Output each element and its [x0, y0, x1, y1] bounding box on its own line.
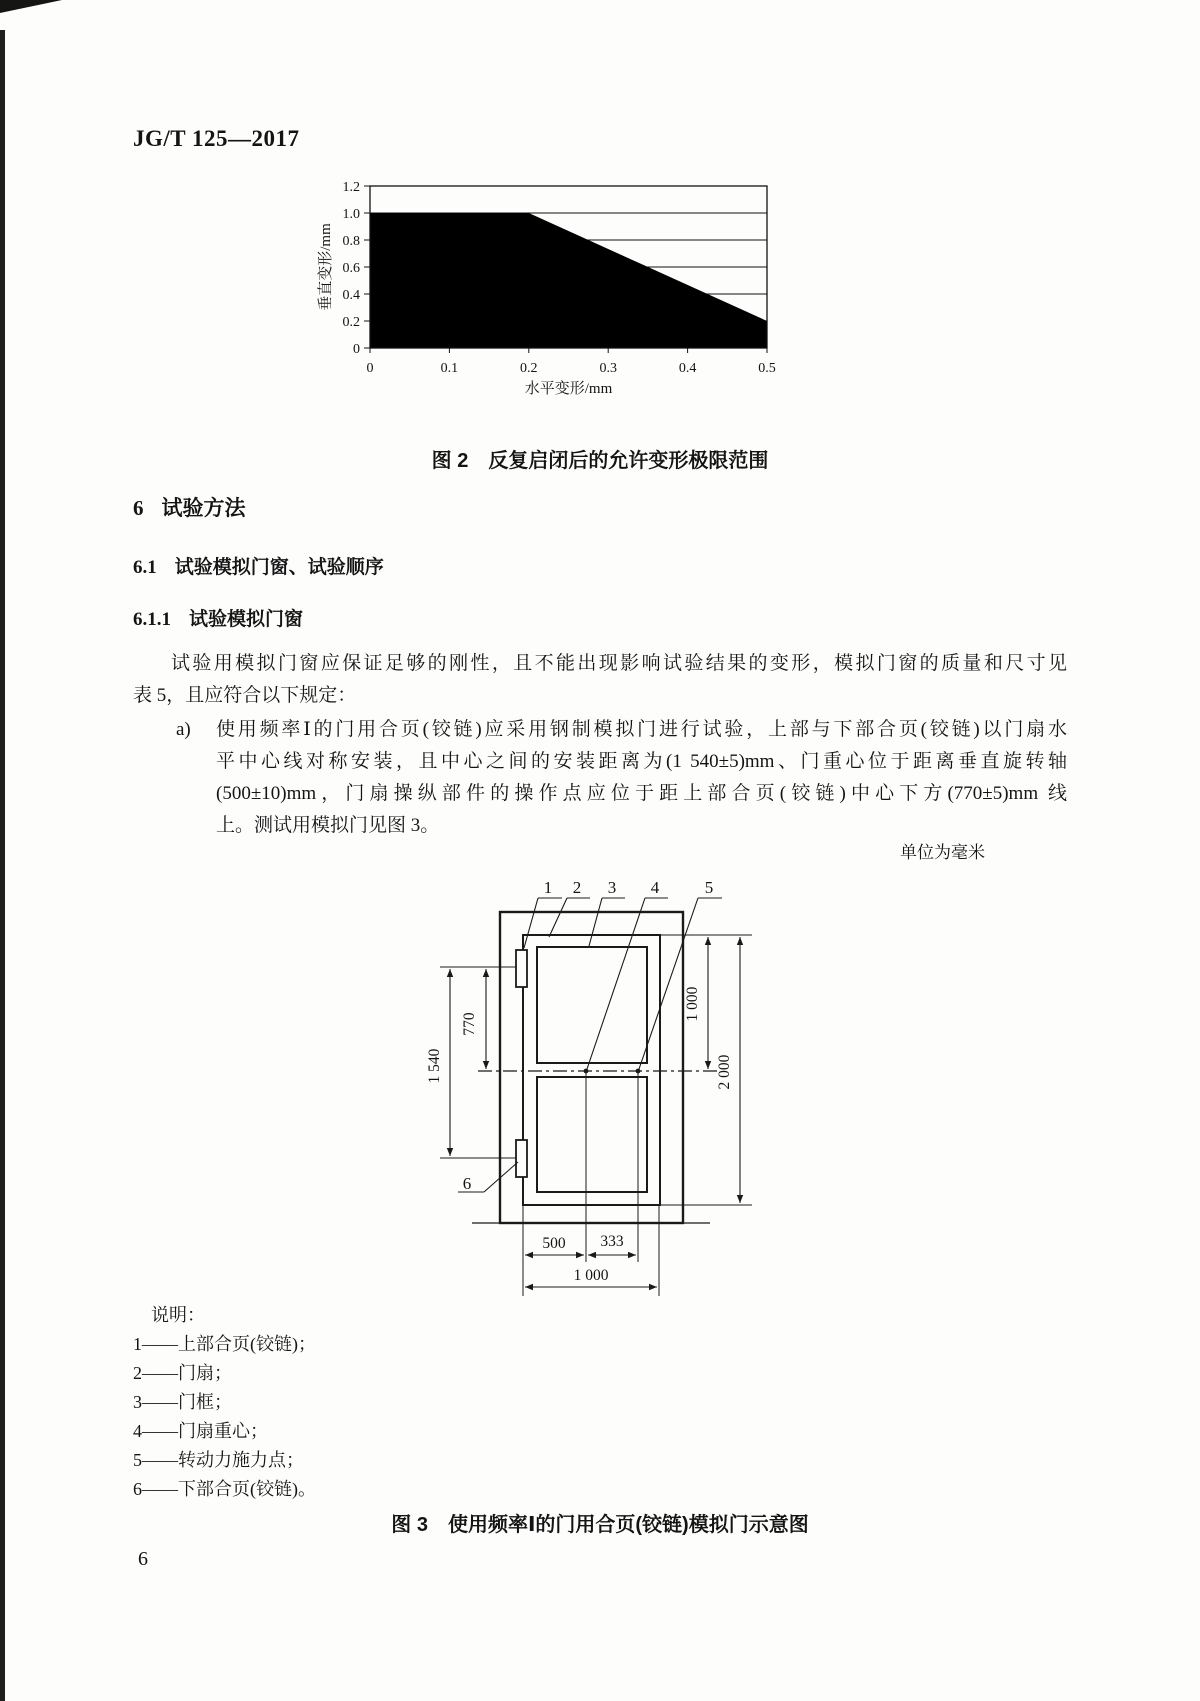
item-a-line: (500±10)mm，门扇操纵部件的操作点应位于距上部合页(铰链)中心下方(770±5)mm 线 [216, 783, 1067, 804]
callout-6: 6 [462, 1174, 472, 1193]
callout-3: 3 [607, 878, 617, 897]
x-tick-label: 0.3 [599, 361, 617, 376]
figure2-caption-prefix: 图 2 [431, 450, 469, 472]
x-tick-label: 0.4 [678, 361, 697, 376]
section-6-1-heading [133, 552, 384, 579]
legend-item-dash: —— [142, 1392, 178, 1412]
legend-item [133, 1330, 316, 1359]
figure2-caption-text: 反复启闭后的允许变形极限范围 [488, 450, 769, 472]
dim-1540-label: 1 540 [426, 1048, 443, 1084]
legend-item [133, 1446, 316, 1475]
dim-1000-bottom-label: 1 000 [573, 1267, 609, 1284]
paragraph-line: 表 5，且应符合以下规定： [133, 685, 357, 706]
page-header: JG/T 125—2017 [133, 126, 300, 151]
x-tick-label: 0.1 [440, 361, 459, 376]
section-6-title: 试验方法 [161, 497, 246, 520]
figure2-chart [318, 180, 788, 395]
legend-item [133, 1388, 316, 1417]
callout-4: 4 [650, 878, 660, 897]
legend-item-text: 门扇重心； [178, 1421, 268, 1441]
legend-item-text: 转动力施力点； [178, 1450, 304, 1470]
callout-5: 5 [704, 878, 714, 897]
x-axis-label: 水平变形/mm [524, 381, 613, 397]
legend-item-dash: —— [142, 1363, 178, 1383]
legend-item-text: 下部合页(铰链)。 [178, 1479, 316, 1499]
door-frame-and-leaf [472, 912, 710, 1223]
item-a-line: 平中心线对称安装，且中心之间的安装距离为(1 540±5)mm、门重心位于距离垂直旋转轴 [216, 751, 1067, 772]
paragraph-line: 试验用模拟门窗应保证足够的刚性，且不能出现影响试验结果的变形，模拟门窗的质量和尺寸见 [171, 653, 1067, 674]
door-panel-lower [537, 1077, 647, 1192]
figure3-caption [0, 1508, 1200, 1537]
legend [133, 1300, 316, 1504]
section-6-number: 6 [133, 496, 144, 520]
item-a-marker: a) [176, 719, 191, 740]
x-tick-label: 0.2 [520, 361, 538, 376]
dim-500-label: 500 [542, 1235, 566, 1252]
legend-item-number: 4 [133, 1421, 142, 1441]
y-tick-label: 1.0 [342, 207, 360, 222]
legend-item-dash: —— [142, 1421, 178, 1441]
y-axis-label: 垂直变形/mm [318, 223, 334, 311]
y-tick-label: 0.2 [342, 315, 360, 330]
section-6-1-1-title: 试验模拟门窗 [189, 609, 304, 630]
x-tick-label: 0.5 [758, 361, 776, 376]
legend-item-number: 2 [133, 1363, 142, 1383]
legend-item-dash: —— [142, 1334, 178, 1354]
area-series [370, 213, 767, 348]
hinges [516, 950, 527, 1177]
x-tick-label: 0 [366, 361, 374, 376]
section-6-1-1-number: 6.1.1 [133, 609, 171, 630]
legend-item-number: 3 [133, 1392, 142, 1412]
legend-item-number: 6 [133, 1479, 142, 1499]
figure3-caption-text: 使用频率Ⅰ的门用合页(铰链)模拟门示意图 [447, 1514, 809, 1536]
callout-2: 2 [572, 878, 582, 897]
legend-item-dash: —— [142, 1450, 178, 1470]
gravity-center-point [584, 1069, 589, 1074]
dim-770-label: 770 [461, 1012, 478, 1036]
y-tick-label: 0.8 [342, 234, 360, 249]
center-and-reference-lines [440, 935, 752, 1296]
legend-item-text: 上部合页(铰链)； [178, 1334, 316, 1354]
legend-title: 说明： [151, 1305, 205, 1325]
y-tick-label: 1.2 [342, 180, 360, 195]
legend-item [133, 1359, 316, 1388]
body-paragraph [133, 648, 1067, 712]
legend-item-text: 门扇； [178, 1363, 232, 1383]
door-panel-upper [537, 947, 647, 1063]
section-6-1-title: 试验模拟门窗、试验顺序 [174, 557, 384, 578]
y-tick-label: 0 [353, 342, 360, 357]
legend-item-text: 门框； [178, 1392, 232, 1412]
section-6-1-1-heading [133, 604, 303, 631]
upper-hinge [516, 950, 527, 987]
dim-1000-right-label: 1 000 [684, 986, 701, 1022]
dim-333-label: 333 [600, 1233, 624, 1250]
legend-item [133, 1417, 316, 1446]
scan-edge-artifact [0, 30, 5, 1701]
section-6-heading [133, 492, 246, 522]
y-tick-label: 0.4 [342, 288, 360, 303]
legend-item-number: 1 [133, 1334, 142, 1354]
scan-corner-artifact [0, 0, 62, 13]
force-application-point [636, 1069, 641, 1074]
item-a-line: 使用频率Ⅰ的门用合页(铰链)应采用钢制模拟门进行试验，上部与下部合页(铰链)以门扇水 [216, 719, 1067, 740]
figure2-caption [0, 444, 1200, 473]
item-a-line: 上。测试用模拟门见图 3。 [216, 815, 440, 836]
legend-item-dash: —— [142, 1479, 178, 1499]
item-a [176, 714, 1067, 842]
figure3-diagram [410, 865, 770, 1310]
page-number: 6 [138, 1548, 148, 1570]
legend-item [133, 1475, 316, 1504]
figure3-caption-prefix: 图 3 [391, 1514, 428, 1536]
y-tick-label: 0.6 [342, 261, 360, 276]
callout-1: 1 [543, 878, 553, 897]
unit-note: 单位为毫米 [900, 843, 985, 862]
lower-hinge [516, 1140, 527, 1177]
section-6-1-number: 6.1 [133, 557, 157, 578]
legend-item-number: 5 [133, 1450, 142, 1470]
dim-2000-label: 2 000 [716, 1054, 733, 1090]
